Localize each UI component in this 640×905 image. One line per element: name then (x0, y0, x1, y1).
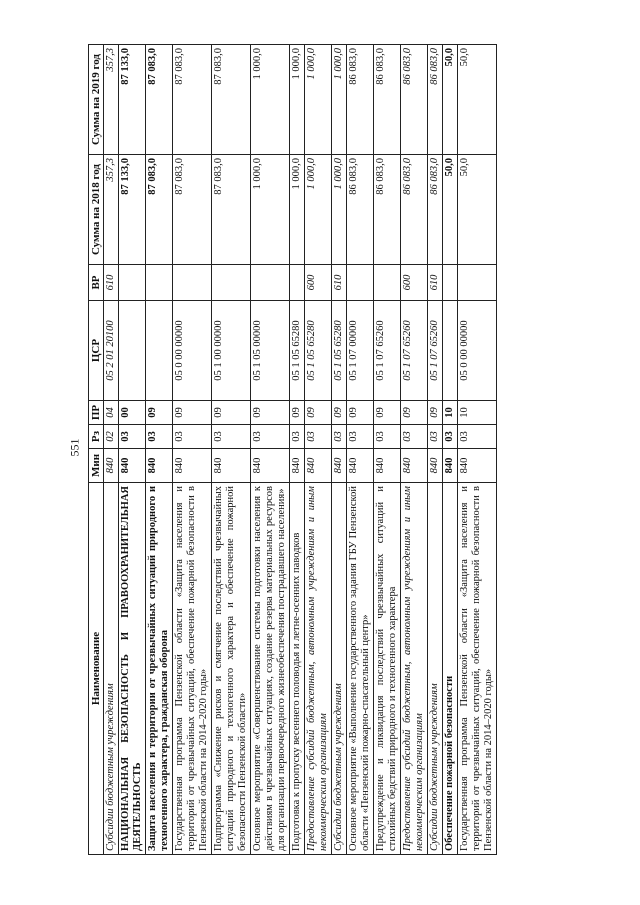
cell-min: 840 (290, 449, 305, 483)
header-csr: ЦСР (89, 301, 104, 401)
cell-name: НАЦИОНАЛЬНАЯ БЕЗОПАСНОСТЬ И ПРАВООХРАНИТЕЛЬНАЯ ДЕЯТЕЛЬНОСТЬ (119, 483, 146, 855)
cell-vr (146, 265, 173, 301)
cell-min: 840 (347, 449, 374, 483)
cell-min: 840 (458, 449, 497, 483)
table-row (104, 45, 119, 855)
cell-rz: 03 (212, 425, 251, 449)
cell-sum2018: 50,0 (458, 155, 497, 265)
cell-vr (290, 265, 305, 301)
cell-csr: 05 1 00 00000 (212, 301, 251, 401)
cell-pr: 10 (458, 401, 497, 425)
table-row (443, 45, 458, 855)
header-vr: ВР (89, 265, 104, 301)
cell-sum2019: 87 083,0 (173, 45, 212, 155)
cell-vr (119, 265, 146, 301)
cell-vr (443, 265, 458, 301)
cell-sum2018: 86 083,0 (401, 155, 428, 265)
cell-vr: 600 (401, 265, 428, 301)
cell-rz: 03 (251, 425, 290, 449)
cell-pr: 09 (332, 401, 347, 425)
table-body (104, 45, 497, 855)
cell-sum2018: 86 083,0 (347, 155, 374, 265)
cell-sum2019: 1 000,0 (305, 45, 332, 155)
cell-csr: 05 1 07 65260 (428, 301, 443, 401)
cell-sum2019: 86 083,0 (347, 45, 374, 155)
cell-sum2018: 1 000,0 (305, 155, 332, 265)
cell-vr: 610 (332, 265, 347, 301)
table-row (173, 45, 212, 855)
cell-sum2019: 87 133,0 (119, 45, 146, 155)
table-row (428, 45, 443, 855)
header-sum-2019: Сумма на 2019 год (89, 45, 104, 155)
cell-sum2019: 50,0 (458, 45, 497, 155)
cell-sum2018: 86 083,0 (374, 155, 401, 265)
cell-sum2019: 86 083,0 (401, 45, 428, 155)
cell-csr: 05 1 05 65280 (332, 301, 347, 401)
cell-pr: 09 (401, 401, 428, 425)
cell-name: Предупреждение и ликвидация последствий чрезвычайных ситуаций и стихийных бедствий природного и техногенного характера (374, 483, 401, 855)
cell-csr: 05 1 05 00000 (251, 301, 290, 401)
table-header-row (89, 45, 104, 855)
cell-name: Субсидии бюджетным учреждениям (104, 483, 119, 855)
cell-rz: 03 (347, 425, 374, 449)
table-row (401, 45, 428, 855)
table-row (251, 45, 290, 855)
table-row (305, 45, 332, 855)
cell-vr: 600 (305, 265, 332, 301)
cell-vr (347, 265, 374, 301)
cell-rz: 03 (443, 425, 458, 449)
cell-min: 840 (146, 449, 173, 483)
cell-name: Подпрограмма «Снижение рисков и смягчение последствий чрезвычайных ситуаций природного и техногенного характера и обеспечение пожарной безопасности Пензенской области» (212, 483, 251, 855)
cell-pr: 04 (104, 401, 119, 425)
cell-pr: 09 (374, 401, 401, 425)
cell-vr (212, 265, 251, 301)
cell-sum2018: 87 083,0 (146, 155, 173, 265)
header-pr: ПР (89, 401, 104, 425)
cell-rz: 03 (119, 425, 146, 449)
cell-name: Субсидии бюджетным учреждениям (428, 483, 443, 855)
cell-rz: 03 (290, 425, 305, 449)
cell-rz: 02 (104, 425, 119, 449)
cell-rz: 03 (332, 425, 347, 449)
cell-csr: 05 1 05 65280 (290, 301, 305, 401)
cell-name: Основное мероприятие «Выполнение государственного задания ГБУ Пензенской области «Пензенский пожарно-спасательный центр» (347, 483, 374, 855)
cell-pr: 09 (290, 401, 305, 425)
cell-sum2018: 87 083,0 (173, 155, 212, 265)
cell-pr: 09 (347, 401, 374, 425)
cell-sum2018: 87 133,0 (119, 155, 146, 265)
cell-csr: 05 0 00 00000 (173, 301, 212, 401)
cell-rz: 03 (428, 425, 443, 449)
cell-min: 840 (212, 449, 251, 483)
cell-csr: 05 1 07 65260 (374, 301, 401, 401)
cell-rz: 03 (173, 425, 212, 449)
cell-name: Государственная программа Пензенской области «Защита населения и территорий от чрезвычайных ситуаций, обеспечение пожарной безопасности в Пензенской области на 2014–2020 годы» (458, 483, 497, 855)
cell-csr (146, 301, 173, 401)
table-row (146, 45, 173, 855)
header-rz: Рз (89, 425, 104, 449)
cell-rz: 03 (146, 425, 173, 449)
rotated-page-content (88, 45, 558, 855)
table-row (347, 45, 374, 855)
cell-name: Основное мероприятие «Совершенствование системы подготовки населения к действиям в чрезвычайных ситуациях, создание резерва материальных ресурсов для организации первоочередного жизнеобеспечения пострадавшего населения» (251, 483, 290, 855)
cell-pr: 10 (443, 401, 458, 425)
cell-vr (173, 265, 212, 301)
cell-name: Защита населения и территории от чрезвычайных ситуаций природного и техногенного характера, гражданская оборона (146, 483, 173, 855)
budget-table (88, 44, 497, 855)
cell-csr: 05 1 05 65280 (305, 301, 332, 401)
cell-sum2018: 357,3 (104, 155, 119, 265)
cell-name: Обеспечение пожарной безопасности (443, 483, 458, 855)
cell-pr: 09 (428, 401, 443, 425)
cell-sum2019: 86 083,0 (374, 45, 401, 155)
cell-min: 840 (332, 449, 347, 483)
header-sum-2018: Сумма на 2018 год (89, 155, 104, 265)
cell-min: 840 (305, 449, 332, 483)
cell-min: 840 (251, 449, 290, 483)
cell-name: Предоставление субсидий бюджетным, автономным учреждениям и иным некоммерческим организациям (305, 483, 332, 855)
cell-min: 840 (374, 449, 401, 483)
cell-csr (119, 301, 146, 401)
cell-pr: 09 (173, 401, 212, 425)
cell-name: Государственная программа Пензенской области «Защита населения и территорий от чрезвычайных ситуаций, обеспечение пожарной безопасности в Пензенской области на 2014–2020 годы» (173, 483, 212, 855)
cell-csr: 05 0 00 00000 (458, 301, 497, 401)
table-row (458, 45, 497, 855)
cell-min: 840 (104, 449, 119, 483)
cell-csr (443, 301, 458, 401)
cell-pr: 09 (251, 401, 290, 425)
cell-vr (374, 265, 401, 301)
cell-sum2019: 87 083,0 (212, 45, 251, 155)
table-row (212, 45, 251, 855)
cell-rz: 03 (401, 425, 428, 449)
cell-vr (251, 265, 290, 301)
cell-sum2018: 50,0 (443, 155, 458, 265)
cell-min: 840 (401, 449, 428, 483)
cell-sum2019: 1 000,0 (332, 45, 347, 155)
cell-rz: 03 (458, 425, 497, 449)
cell-pr: 09 (305, 401, 332, 425)
cell-sum2018: 1 000,0 (251, 155, 290, 265)
cell-pr: 00 (119, 401, 146, 425)
cell-min: 840 (119, 449, 146, 483)
cell-sum2019: 1 000,0 (290, 45, 305, 155)
table-row (290, 45, 305, 855)
cell-rz: 03 (374, 425, 401, 449)
cell-name: Субсидии бюджетным учреждениям (332, 483, 347, 855)
cell-rz: 03 (305, 425, 332, 449)
cell-csr: 05 1 07 65260 (401, 301, 428, 401)
header-name: Наименование (89, 483, 104, 855)
table-row (119, 45, 146, 855)
cell-csr: 05 2 01 20100 (104, 301, 119, 401)
cell-min: 840 (173, 449, 212, 483)
cell-sum2019: 86 083,0 (428, 45, 443, 155)
cell-pr: 09 (146, 401, 173, 425)
cell-vr: 610 (104, 265, 119, 301)
cell-sum2018: 87 083,0 (212, 155, 251, 265)
cell-min: 840 (428, 449, 443, 483)
table-row (374, 45, 401, 855)
cell-min: 840 (443, 449, 458, 483)
header-min: Мин (89, 449, 104, 483)
table-row (332, 45, 347, 855)
cell-sum2019: 1 000,0 (251, 45, 290, 155)
cell-sum2018: 1 000,0 (332, 155, 347, 265)
cell-vr: 610 (428, 265, 443, 301)
cell-sum2019: 87 083,0 (146, 45, 173, 155)
cell-sum2019: 50,0 (443, 45, 458, 155)
cell-vr (458, 265, 497, 301)
cell-name: Предоставление субсидий бюджетным, автономным учреждениям и иным некоммерческим организациям (401, 483, 428, 855)
page-number: 551 (67, 438, 82, 457)
cell-name: Подготовка к пропуску весеннего половодья и летне-осенних паводков (290, 483, 305, 855)
cell-sum2018: 1 000,0 (290, 155, 305, 265)
cell-csr: 05 1 07 00000 (347, 301, 374, 401)
cell-sum2018: 86 083,0 (428, 155, 443, 265)
cell-pr: 09 (212, 401, 251, 425)
cell-sum2019: 357,3 (104, 45, 119, 155)
